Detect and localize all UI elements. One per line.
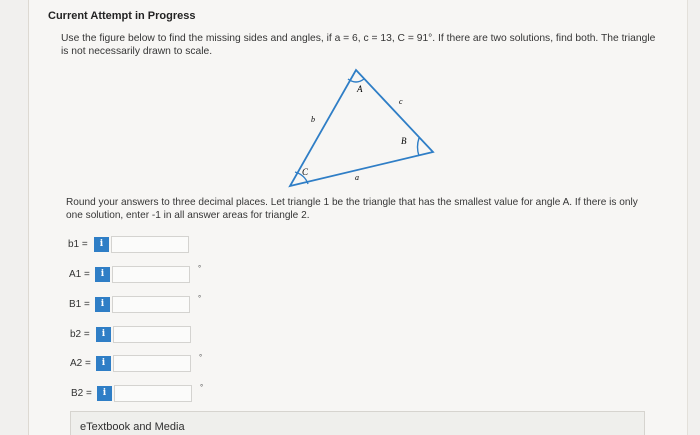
answer-label-b1: b1 = [68, 238, 88, 250]
answer-row-a1 [69, 263, 201, 285]
vertex-c-label: C [302, 167, 309, 177]
info-icon[interactable]: i [97, 386, 112, 401]
answer-input-a2[interactable] [113, 355, 191, 372]
answer-input-a1[interactable] [112, 266, 190, 283]
problem-statement: Use the figure below to find the missing sides and angles, if a = 6, c = 13, C = 91°. If there are two solutions, find both. The triangle is not necessarily drawn to scale. [61, 33, 656, 57]
vertex-a-label: A [357, 84, 363, 94]
side-a-label: a [355, 173, 359, 182]
etextbook-media-link[interactable] [70, 411, 645, 435]
answer-input-b1[interactable] [111, 236, 189, 253]
degree-unit: ° [199, 352, 203, 362]
etextbook-media-label: eTextbook and Media [80, 421, 185, 433]
answer-row-b1-angle [69, 293, 201, 315]
triangle-figure [280, 58, 460, 198]
answer-row-b2-angle [71, 382, 203, 404]
answer-label-a1: A1 = [69, 268, 90, 280]
answer-input-b1-angle[interactable] [112, 296, 190, 313]
answer-label-b2-angle: B2 = [71, 387, 92, 399]
degree-unit: ° [198, 263, 202, 273]
angle-b-marker [418, 138, 420, 156]
info-icon[interactable]: i [94, 237, 109, 252]
degree-unit: ° [200, 382, 204, 392]
answer-row-b2 [70, 323, 199, 345]
answer-input-b2-angle[interactable] [114, 385, 192, 402]
side-c-label: c [399, 97, 403, 106]
answer-label-b1-angle: B1 = [69, 298, 90, 310]
answer-label-b2: b2 = [70, 328, 90, 340]
answer-instructions: Round your answers to three decimal places. Let triangle 1 be the triangle that has the smallest value for angle A. If there is only one solution, enter -1 in all answer areas for triangle 2. [66, 197, 638, 221]
vertex-b-label: B [401, 136, 407, 146]
info-icon[interactable]: i [95, 297, 110, 312]
side-b-label: b [311, 115, 315, 124]
info-icon[interactable]: i [95, 267, 110, 282]
info-icon[interactable]: i [96, 356, 111, 371]
info-icon[interactable]: i [96, 327, 111, 342]
answer-row-b1 [68, 233, 197, 255]
attempt-status-title: Current Attempt in Progress [48, 10, 196, 22]
answer-label-a2: A2 = [70, 357, 91, 369]
degree-unit: ° [198, 293, 202, 303]
answer-row-a2 [70, 352, 202, 374]
answer-input-b2[interactable] [113, 326, 191, 343]
